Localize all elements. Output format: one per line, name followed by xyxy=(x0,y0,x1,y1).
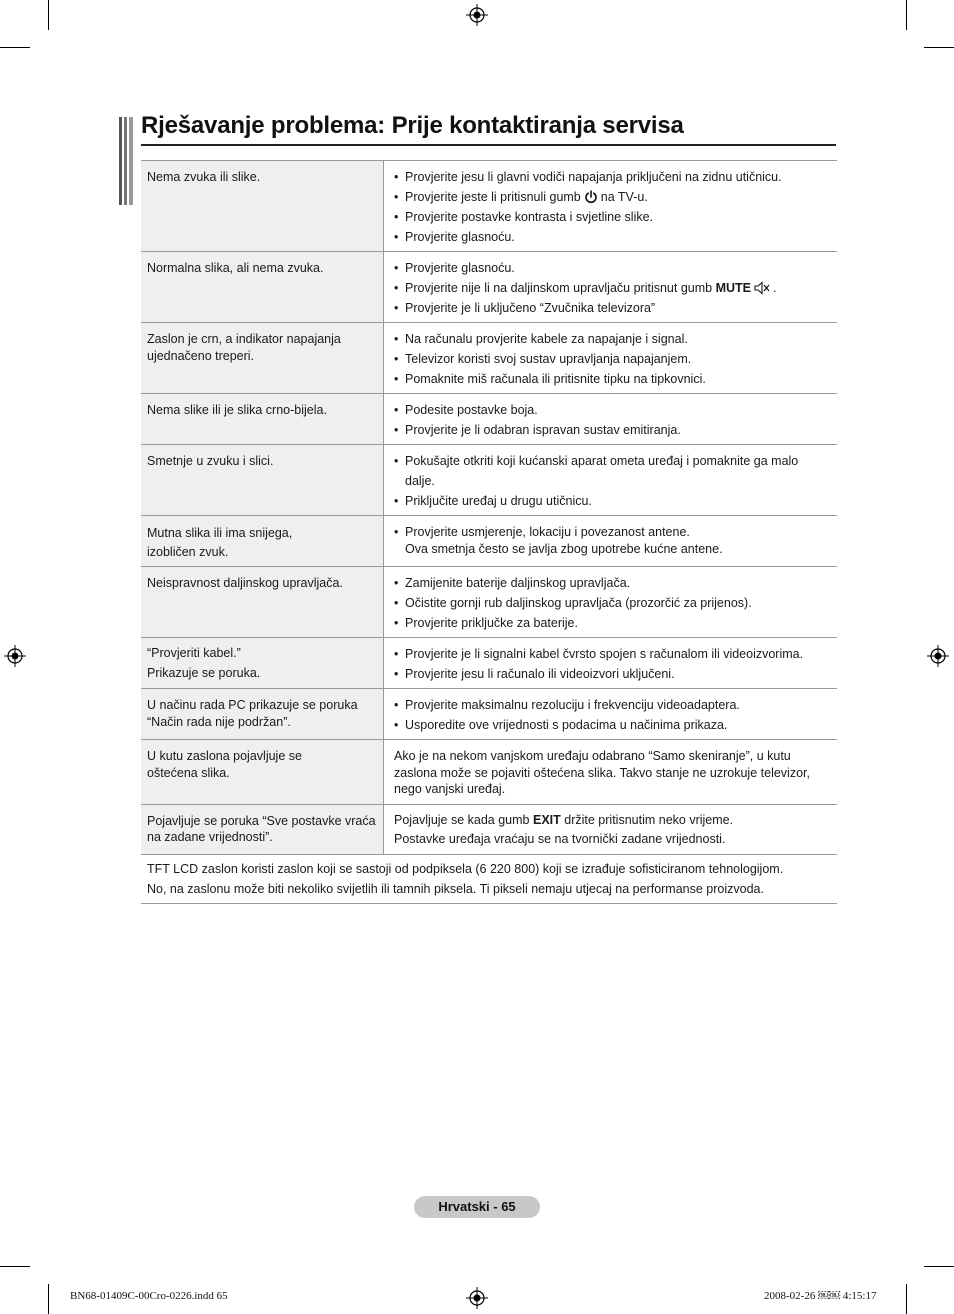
solution-text: Provjerite nije li na daljinskom upravljaču pritisnut gumb xyxy=(405,281,713,295)
registration-mark-icon xyxy=(927,645,949,667)
table-row xyxy=(141,161,837,252)
problem-cell: U kutu zaslona pojavljuje se oštećena slika. xyxy=(141,740,384,805)
crop-mark xyxy=(0,1266,30,1267)
crop-mark xyxy=(48,1284,49,1314)
solution-cell xyxy=(384,161,838,252)
solution-cell xyxy=(384,689,838,740)
solution-item: • Provjerite maksimalnu rezoluciju i frekvenciju videoadaptera. xyxy=(394,695,831,715)
page-number-badge: Hrvatski - 65 xyxy=(414,1196,540,1218)
problem-line: Prikazuje se poruka. xyxy=(147,666,261,680)
table-row xyxy=(141,689,837,740)
registration-mark-icon xyxy=(4,645,26,667)
solution-item: • Provjerite postavke kontrasta i svjetline slike. xyxy=(394,207,831,227)
solution-cell xyxy=(384,252,838,323)
solution-cell xyxy=(384,638,838,689)
title-accent-bar xyxy=(119,117,133,205)
solution-item: • Provjerite je li signalni kabel čvrsto spojen s računalom ili videoizvorima. xyxy=(394,644,831,664)
problem-cell: Normalna slika, ali nema zvuka. xyxy=(141,252,384,323)
problem-cell: Pojavljuje se poruka “Sve postavke vraća na zadane vrijednosti”. xyxy=(141,804,384,854)
table-row xyxy=(141,804,837,854)
solution-item: • Provjerite jesu li računalo ili videoizvori uključeni. xyxy=(394,664,831,684)
print-slug-right: 2008-02-26 ￼￼ 4:15:17 xyxy=(764,1290,877,1302)
table-row xyxy=(141,445,837,516)
problem-cell xyxy=(141,516,384,567)
problem-cell: Nema zvuka ili slike. xyxy=(141,161,384,252)
note-line: No, na zaslonu može biti nekoliko svijetlih ili tamnih piksela. Ti pikseli nemaju utjecaj na performanse proizvoda. xyxy=(147,881,764,896)
solution-line: • Provjerite usmjerenje, lokaciju i povezanost antene. xyxy=(405,525,690,539)
print-slug-left: BN68-01409C-00Cro-0226.indd 65 xyxy=(70,1290,228,1302)
solution-line: Postavke uređaja vraćaju se na tvornički zadane vrijednosti. xyxy=(394,831,726,846)
solution-item: • Provjerite glasnoću. xyxy=(394,258,831,278)
solution-item xyxy=(394,278,831,298)
solution-line: Ova smetnja često se javlja zbog upotrebe kućne antene. xyxy=(405,542,723,556)
table-row xyxy=(141,252,837,323)
problem-cell xyxy=(141,638,384,689)
solution-cell xyxy=(384,445,838,516)
crop-mark xyxy=(906,1284,907,1314)
troubleshooting-table xyxy=(141,160,837,904)
crop-mark xyxy=(0,47,30,48)
table-row xyxy=(141,516,837,567)
solution-item: • Očistite gornji rub daljinskog upravljača (prozorčić za prijenos). xyxy=(394,593,831,613)
solution-text: Provjerite jeste li pritisnuli gumb xyxy=(405,190,581,204)
problem-cell: Neispravnost daljinskog upravljača. xyxy=(141,567,384,638)
title-rule xyxy=(141,144,836,146)
solution-item xyxy=(394,187,831,207)
solution-item: • Provjerite je li odabran ispravan sustav emitiranja. xyxy=(394,420,831,440)
table-row xyxy=(141,394,837,445)
problem-cell: Zaslon je crn, a indikator napajanja ujednačeno treperi. xyxy=(141,323,384,394)
table-row-note xyxy=(141,854,837,903)
table-row xyxy=(141,740,837,805)
mute-speaker-icon xyxy=(754,281,770,295)
mute-key-label: MUTE xyxy=(715,281,751,295)
solution-cell xyxy=(384,804,838,854)
solution-cell xyxy=(384,516,838,567)
solution-text-suffix: na TV-u. xyxy=(600,190,648,204)
exit-key-label: EXIT xyxy=(532,812,561,827)
solution-item: • Televizor koristi svoj sustav upravljanja napajanjem. xyxy=(394,349,831,369)
table-row xyxy=(141,323,837,394)
problem-line: “Provjeriti kabel.” xyxy=(147,646,241,660)
page-title: Rješavanje problema: Prije kontaktiranja servisa xyxy=(141,112,684,139)
solution-item: • Provjerite je li uključeno “Zvučnika televizora” xyxy=(394,298,831,318)
solution-item: • Pomaknite miš računala ili pritisnite tipku na tipkovnici. xyxy=(394,369,831,389)
problem-cell: Nema slike ili je slika crno-bijela. xyxy=(141,394,384,445)
registration-mark-icon xyxy=(466,1287,488,1309)
problem-line: Mutna slika ili ima snijega, xyxy=(147,526,293,540)
solution-item: • Provjerite priključke za baterije. xyxy=(394,613,831,633)
solution-item: • Usporedite ove vrijednosti s podacima u načinima prikaza. xyxy=(394,715,831,735)
crop-mark xyxy=(48,0,49,30)
registration-mark-icon xyxy=(466,4,488,26)
solution-item xyxy=(394,524,831,558)
solution-cell xyxy=(384,567,838,638)
solution-cell: Ako je na nekom vanjskom uređaju odabrano “Samo skeniranje”, u kutu zaslona može se pojaviti oštećena slika. Takvo stanje ne uzrokuje televizor, nego vanjski uređaj. xyxy=(384,740,838,805)
note-line: TFT LCD zaslon koristi zaslon koji se sastoji od podpiksela (6 220 800) koji se izrađuje sofisticiranom tehnologijom. xyxy=(147,861,784,876)
power-icon xyxy=(584,190,598,204)
problem-line: izobličen zvuk. xyxy=(147,545,229,559)
solution-item: • Provjerite glasnoću. xyxy=(394,227,831,247)
solution-item: • Provjerite jesu li glavni vodiči napajanja priključeni na zidnu utičnicu. xyxy=(394,167,831,187)
solution-item: • Podesite postavke boja. xyxy=(394,400,831,420)
problem-cell: U načinu rada PC prikazuje se poruka “Način rada nije podržan”. xyxy=(141,689,384,740)
solution-text-suffix: . xyxy=(773,281,777,295)
solution-item: • Priključite uređaj u drugu utičnicu. xyxy=(394,491,831,511)
solution-item: • Pokušajte otkriti koji kućanski aparat ometa uređaj i pomaknite ga malo dalje. xyxy=(394,451,831,491)
note-cell xyxy=(141,854,837,903)
crop-mark xyxy=(924,1266,954,1267)
crop-mark xyxy=(924,47,954,48)
solution-cell xyxy=(384,323,838,394)
solution-item: • Na računalu provjerite kabele za napajanje i signal. xyxy=(394,329,831,349)
crop-mark xyxy=(906,0,907,30)
solution-text: Pojavljuje se kada gumb xyxy=(394,812,530,827)
table-row xyxy=(141,567,837,638)
solution-cell xyxy=(384,394,838,445)
solution-line xyxy=(394,811,831,830)
solution-text-suffix: držite pritisnutim neko vrijeme. xyxy=(564,812,734,827)
table-row xyxy=(141,638,837,689)
problem-cell: Smetnje u zvuku i slici. xyxy=(141,445,384,516)
solution-item: • Zamijenite baterije daljinskog upravljača. xyxy=(394,573,831,593)
